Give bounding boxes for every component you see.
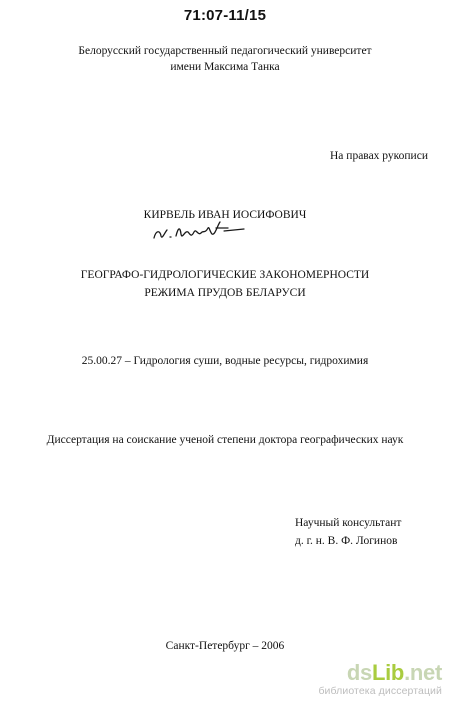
specialty: 25.00.27 – Гидрология суши, водные ресурсы, гидрохимия (81, 355, 369, 367)
consultant-label: Научный консультант (295, 517, 402, 529)
title-line-1: ГЕОГРАФО-ГИДРОЛОГИЧЕСКИЕ ЗАКОНОМЕРНОСТИ (80, 269, 370, 281)
watermark-logo-lib: Lib (371, 660, 405, 685)
watermark-logo-net: .net (404, 660, 442, 685)
signature-icon (150, 218, 246, 246)
manuscript-rights: На правах рукописи (330, 150, 428, 162)
degree: Диссертация на соискание ученой степени доктора географических наук (46, 434, 404, 446)
watermark-logo-ds: ds (346, 660, 372, 685)
title-line-2: РЕЖИМА ПРУДОВ БЕЛАРУСИ (144, 287, 306, 299)
consultant-name: д. г. н. В. Ф. Логинов (295, 535, 398, 547)
university-line-1: Белорусский государственный педагогический университет (78, 45, 372, 57)
university-line-2: имени Максима Танка (170, 61, 280, 73)
catalog-number: 71:07-11/15 (183, 7, 267, 24)
watermark-subtitle: библиотека диссертаций (318, 685, 442, 697)
watermark[interactable] (318, 662, 442, 697)
watermark-logo[interactable] (318, 662, 442, 684)
author-name: КИРВЕЛЬ ИВАН ИОСИФОВИЧ (143, 209, 307, 221)
city-year: Санкт-Петербург – 2006 (165, 640, 285, 652)
